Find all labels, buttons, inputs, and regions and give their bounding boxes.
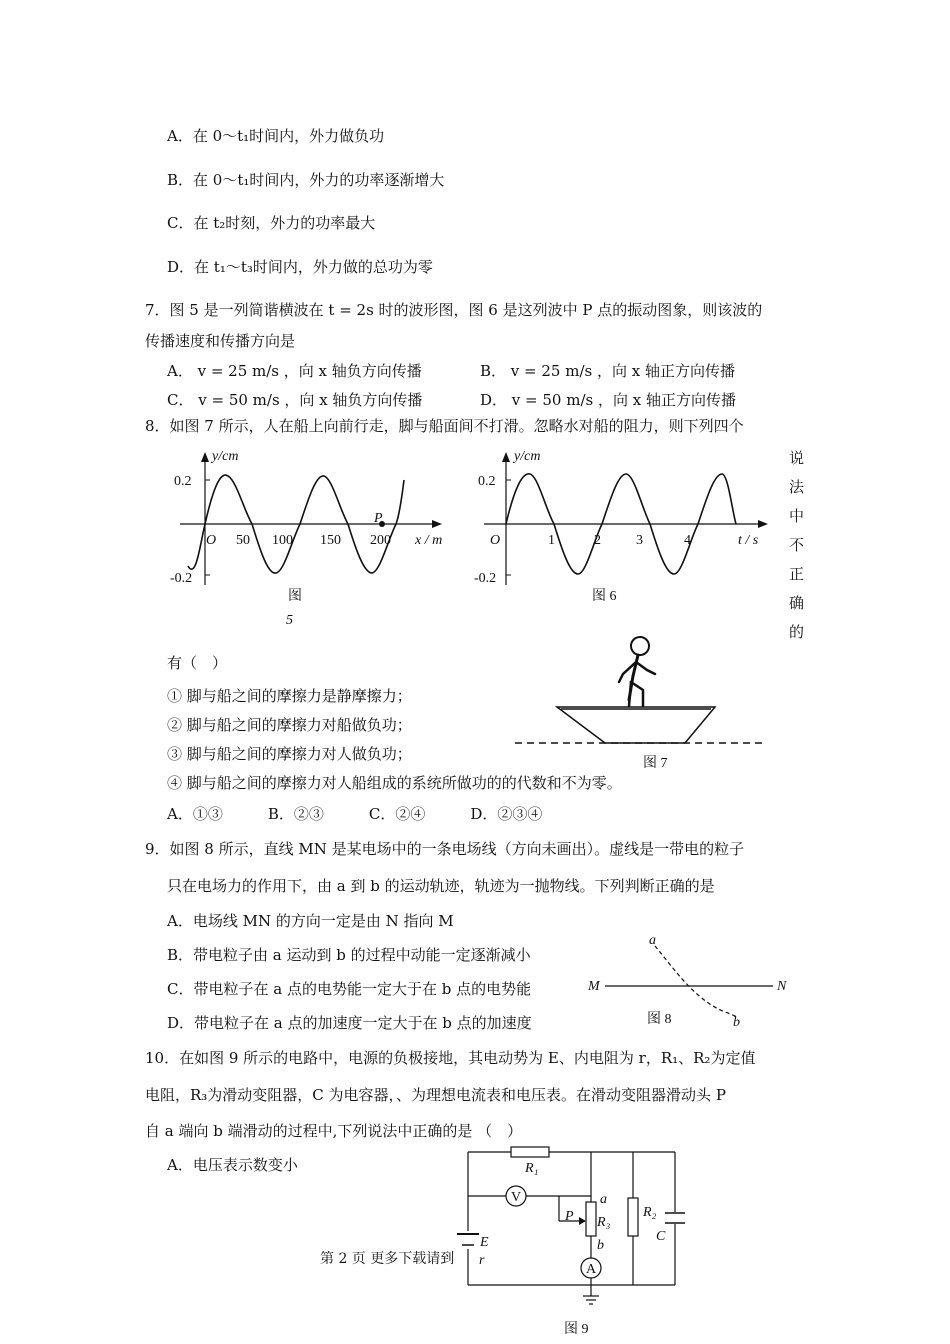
q8-statement-3: ③ 脚与船之间的摩擦力对人做负功； [167,745,412,763]
fig9-ammeter-label: A [586,1262,597,1277]
fig6-origin: O [490,533,501,548]
q6-option-d: D．在 t₁～t₃时间内，外力做的总功为零 [167,258,433,276]
q10-stem-line3: 自 a 端向 b 端滑动的过程中,下列说法中正确的是 （ ） [145,1122,523,1140]
q8-vertical-char: 的 [789,623,805,641]
figure-7-boat-person [505,630,775,775]
fig5-origin: O [206,533,217,548]
fig8-label-a: a [649,933,656,948]
fig9-label-r1: R₁ [525,1161,539,1176]
fig6-xlabel: t / s [738,533,759,548]
fig9-label-r3: R₃ [597,1215,611,1230]
q8-vertical-char: 确 [789,594,805,612]
fig9-label-r2: R₂ [643,1205,657,1220]
q6-option-b: B．在 0～t₁时间内，外力的功率逐渐增大 [167,171,445,189]
q8-options: A．①③ B．②③ C．②④ D．②③④ [167,805,543,823]
fig7-caption: 图 7 [643,756,668,771]
q8-vertical-char: 不 [789,536,805,554]
q8-vertical-char: 说 [789,449,805,467]
fig9-label-e: E [480,1235,489,1250]
q7-option-a: A． v = 25 m/s ，向 x 轴负方向传播 [167,362,422,380]
fig5-ypos: 0.2 [174,474,192,489]
q6-option-a: A．在 0～t₁时间内，外力做负功 [167,127,385,145]
fig6-caption: 图 6 [592,589,617,604]
fig9-label-b: b [597,1238,604,1253]
q7-option-c: C． v = 50 m/s ，向 x 轴负方向传播 [167,391,423,409]
page-footer: 第 2 页 更多下载请到 [320,1251,455,1267]
fig5-tick: 150 [320,533,341,548]
fig9-label-a: a [600,1192,607,1207]
fig9-label-c: C [656,1229,666,1244]
fig6-ypos: 0.2 [478,474,496,489]
fig5-ylabel: y/cm [212,449,239,464]
q8-vertical-char: 中 [789,507,805,525]
fig6-yneg: -0.2 [474,571,497,586]
fig9-label-r: r [479,1253,485,1268]
q7-stem-line2: 传播速度和传播方向是 [145,332,296,350]
fig8-label-n: N [777,979,787,994]
fig6-tick: 1 [548,533,555,548]
q8-stem-line2: 有（ ） [167,654,228,672]
figure-8-field-line [585,930,795,1030]
fig5-caption-line2: 5 [286,613,293,628]
fig5-yneg: -0.2 [170,571,193,586]
fig5-tick: 50 [236,533,250,548]
fig9-label-p: P [565,1209,574,1224]
q7-stem-line1: 7．图 5 是一列简谐横波在 t = 2s 时的波形图，图 6 是这列波中 P 点的振动图象，则该波的 [145,301,763,319]
q7-option-d: D． v = 50 m/s ，向 x 轴正方向传播 [480,391,736,409]
q9-stem-line2: 只在电场力的作用下，由 a 到 b 的运动轨迹，轨迹为一抛物线。下列判断正确的是 [167,877,715,895]
q9-option-a: A．电场线 MN 的方向一定是由 N 指向 M [167,912,454,930]
fig8-label-m: M [588,979,600,994]
fig5-xlabel: x / m [415,533,443,548]
fig5-tick: 200 [370,533,391,548]
q8-statement-1: ① 脚与船之间的摩擦力是静摩擦力； [167,687,412,705]
figure-9-circuit [455,1146,695,1338]
fig6-tick: 2 [594,533,601,548]
q6-option-c: C．在 t₂时刻，外力的功率最大 [167,214,376,232]
q8-vertical-char: 正 [789,565,805,583]
q8-vertical-char: 法 [789,478,805,496]
q9-stem-line1: 9．如图 8 所示，直线 MN 是某电场中的一条电场线（方向未画出）。虚线是一带电的粒子 [145,840,745,858]
q8-stem-line1: 8．如图 7 所示，人在船上向前行走，脚与船面间不打滑。忽略水对船的阻力，则下列四个 [145,417,744,435]
fig8-caption: 图 8 [647,1012,672,1027]
fig5-caption-line1: 图 [288,589,302,604]
q10-option-a: A．电压表示数变小 [167,1156,298,1174]
q10-stem-line1: 10．在如图 9 所示的电路中，电源的负极接地，其电动势为 E、内电阻为 r，R₁、R₂为定值 [145,1049,756,1067]
fig9-voltmeter-label: V [511,1190,522,1205]
fig8-label-b: b [733,1015,740,1030]
figure-5-wave-graph [160,440,460,640]
fig9-caption: 图 9 [564,1322,589,1337]
q7-option-b: B． v = 25 m/s ，向 x 轴正方向传播 [480,362,735,380]
figure-6-vibration-graph [470,440,780,620]
q10-stem-line2: 电阻，R₃为滑动变阻器，C 为电容器，、为理想电流表和电压表。在滑动变阻器滑动头 P [145,1086,726,1104]
fig5-tick: 100 [272,533,293,548]
fig6-ylabel: y/cm [514,449,541,464]
fig5-point-label: P [374,511,383,526]
q9-option-c: C．带电粒子在 a 点的电势能一定大于在 b 点的电势能 [167,980,532,998]
fig6-tick: 3 [636,533,643,548]
q9-option-d: D．带电粒子在 a 点的加速度一定大于在 b 点的加速度 [167,1014,532,1032]
q8-statement-4: ④ 脚与船之间的摩擦力对人船组成的系统所做功的的代数和不为零。 [167,774,622,792]
q9-option-b: B．带电粒子由 a 运动到 b 的过程中动能一定逐渐减小 [167,946,531,964]
fig6-tick: 4 [684,533,691,548]
q8-statement-2: ② 脚与船之间的摩擦力对船做负功； [167,716,412,734]
